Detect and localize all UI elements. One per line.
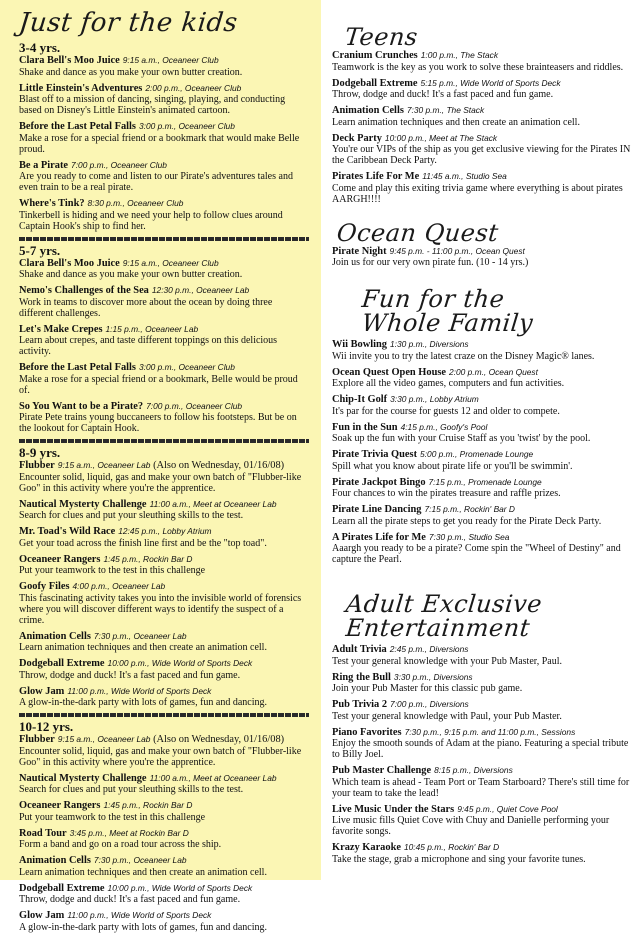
event-description: Which team is ahead - Team Port or Team Starboard? There's still time for your team to take the lead! — [332, 776, 630, 799]
event-description: Throw, dodge and duck! It's a fast paced and fun game. — [19, 669, 241, 681]
event-name: Piano Favorites — [332, 726, 402, 738]
other-activities-column — [321, 0, 640, 880]
event-time-location: 1:45 p.m., Rockin Bar D — [103, 553, 193, 564]
event-header — [332, 394, 632, 406]
event-name: Pirate Trivia Quest — [332, 449, 418, 460]
family-section-title-line-1: Fun for the — [360, 285, 506, 313]
event-time-location: 11:00 a.m., Meet at Oceaneer Lab — [149, 498, 277, 509]
event-name: A Pirates Life for Me — [332, 531, 426, 543]
event-time-location: 3:00 p.m., Oceaneer Club — [138, 121, 235, 131]
event-description: Blast off to a mission of dancing, singing, playing, and conducting based on Disney's Little Einstein's animated cartoon. — [19, 94, 286, 116]
event-description: Learn animation techniques and then create an animation cell. — [332, 116, 580, 128]
section-divider — [19, 237, 309, 241]
event-description: Wii invite you to try the latest craze on the Disney Magic® lanes. — [332, 350, 595, 362]
event-item — [332, 504, 632, 527]
family-section-title-line-2: Whole Family — [360, 309, 535, 337]
event-name: Pub Trivia 2 — [332, 699, 388, 710]
event-time-location: 7:30 p.m., Oceaneer Lab — [93, 630, 187, 641]
event-description: Tinkerbell is hiding and we need your help to follow clues around Captain Hook's ship to find her. — [19, 209, 283, 232]
event-time-location: 9:15 a.m., Oceaneer Lab — [57, 734, 151, 744]
event-header — [19, 83, 309, 95]
event-description: Aaargh you ready to be a pirate? Come spin the "Wheel of Destiny" and capture the Pearl. — [332, 543, 621, 565]
event-name: Deck Party — [332, 132, 382, 144]
event-description: Learn all the pirate steps to get you ready for the Pirate Deck Party. — [332, 515, 602, 527]
event-header — [332, 842, 632, 854]
event-list-8-9 — [19, 460, 309, 708]
age-heading-10-12: 10-12 yrs. — [19, 719, 74, 734]
event-header — [19, 910, 309, 922]
event-name: Nemo's Challenges of the Sea — [19, 285, 149, 296]
event-name: Ocean Quest Open House — [332, 366, 447, 378]
event-description: Encounter solid, liquid, gas and make your own batch of "Flubber-like Goo" in this activity where you're the apprentice. — [19, 745, 302, 768]
event-name: Fun in the Sun — [332, 421, 398, 433]
event-description: Join your Pub Master for this classic pub game. — [332, 683, 523, 694]
event-description: Shake and dance as you make your own butter creation. — [19, 269, 243, 280]
event-extra-note: (Also on Wednesday, 01/16/08) — [153, 460, 285, 471]
section-divider — [19, 713, 309, 717]
event-header — [332, 449, 632, 461]
event-name: Nautical Mysterty Challenge — [19, 772, 147, 784]
event-description: Make a rose for a special friend or a bookmark, Belle would be proud of. — [19, 373, 298, 396]
event-header — [332, 672, 632, 684]
event-header — [19, 55, 309, 67]
event-header — [19, 658, 309, 670]
event-time-location: 9:15 a.m., Oceaneer Lab — [57, 460, 151, 470]
event-header — [332, 765, 632, 777]
event-item — [19, 800, 309, 823]
event-description: You're our VIPs of the ship as you get exclusive viewing for the Pirates IN the Caribbean Deck Party. — [332, 144, 631, 166]
event-time-location: 11:45 a.m., Studio Sea — [422, 171, 507, 181]
event-description: This fascinating activity takes you into the invisible world of forensics where you will discover different ways to identify the suspect of a crime. — [19, 592, 302, 626]
event-time-location: 2:45 p.m., Diversions — [389, 644, 469, 654]
event-description: Put your teamwork to the test in this challenge — [19, 565, 206, 576]
event-time-location: 3:30 p.m., Lobby Atrium — [390, 394, 479, 404]
event-name: Flubber — [19, 460, 55, 471]
event-item — [19, 324, 309, 358]
event-description: Join us for our very own pirate fun. (10 - 14 yrs.) — [332, 257, 529, 268]
event-description: Form a band and go on a road tour across the ship. — [19, 839, 222, 850]
event-header — [19, 773, 309, 785]
event-description: Spill what you know about pirate life or you'll be swimmin'. — [332, 460, 573, 472]
event-item — [332, 842, 632, 865]
event-description: Enjoy the smooth sounds of Adam at the piano. Featuring a special tribute to Billy Joel. — [332, 738, 629, 760]
event-description: Teamwork is the key as you work to solve these brainteasers and riddles. — [332, 61, 624, 73]
event-item — [19, 686, 309, 709]
event-header — [19, 285, 309, 297]
event-name: Little Einstein's Adventures — [19, 82, 143, 94]
event-time-location: 7:30 p.m., Oceaneer Lab — [93, 855, 187, 865]
event-item — [19, 83, 309, 117]
event-name: Glow Jam — [19, 910, 65, 921]
event-name: Pirates Life For Me — [332, 171, 420, 182]
event-header — [332, 504, 632, 516]
event-name: Goofy Files — [19, 581, 70, 592]
event-time-location: 9:45 p.m. - 11:00 p.m., Ocean Quest — [389, 245, 525, 256]
event-header — [19, 499, 309, 511]
event-item — [19, 526, 309, 549]
event-item — [19, 401, 309, 435]
adult-section-title-line-2: Entertainment — [344, 614, 532, 642]
event-name: Pub Master Challenge — [332, 765, 432, 776]
event-time-location: 8:30 p.m., Oceaneer Club — [87, 198, 184, 208]
event-name: Clara Bell's Moo Juice — [19, 257, 120, 269]
event-header — [332, 78, 632, 90]
event-header — [332, 50, 632, 62]
event-header — [19, 800, 309, 812]
event-description: Test your general knowledge with Paul, your Pub Master. — [332, 710, 562, 722]
event-list-5-7 — [19, 258, 309, 435]
event-item — [332, 727, 632, 761]
other-activities-content — [332, 24, 632, 870]
event-header — [19, 686, 309, 698]
event-item — [332, 699, 632, 722]
event-name: Cranium Crunches — [332, 50, 418, 61]
event-time-location: 9:15 a.m., Oceaneer Club — [122, 257, 219, 268]
age-heading-5-7: 5-7 yrs. — [19, 242, 61, 258]
event-header — [332, 477, 632, 489]
event-name: Before the Last Petal Falls — [19, 362, 136, 373]
event-description: Throw, dodge and duck! It's a fast paced and fun game. — [332, 89, 554, 100]
event-name: Nautical Mysterty Challenge — [19, 498, 147, 510]
event-name: Animation Cells — [332, 105, 404, 116]
event-list-3-4 — [19, 55, 309, 232]
event-name: Adult Trivia — [332, 644, 387, 655]
event-item — [332, 78, 632, 101]
event-header — [19, 631, 309, 643]
event-item — [19, 581, 309, 626]
event-header — [19, 198, 309, 210]
family-event-list — [332, 339, 632, 565]
event-time-location: 5:00 p.m., Promenade Lounge — [420, 449, 534, 459]
event-name: Animation Cells — [19, 630, 91, 642]
event-name: Animation Cells — [19, 855, 91, 866]
teens-event-list — [332, 50, 632, 205]
age-heading-3-4: 3-4 yrs. — [19, 40, 61, 55]
event-time-location: 12:30 p.m., Oceaneer Lab — [151, 285, 250, 295]
event-time-location: 2:00 p.m., Ocean Quest — [449, 366, 538, 377]
event-description: It's par for the course for guests 12 and older to compete. — [332, 405, 560, 417]
event-description: Explore all the video games, computers and fun activities. — [332, 378, 565, 389]
event-item — [19, 258, 309, 281]
event-description: Throw, dodge and duck! It's a fast paced and fun game. — [19, 894, 241, 905]
event-name: Dodgeball Extreme — [19, 658, 105, 669]
event-time-location: 9:45 p.m., Quiet Cove Pool — [457, 803, 558, 814]
event-time-location: 7:00 p.m., Diversions — [390, 699, 469, 709]
event-item — [19, 362, 309, 396]
kids-column — [0, 0, 321, 933]
event-header — [332, 339, 632, 351]
event-description: Soak up the fun with your Cruise Staff as you 'twist' by the pool. — [332, 433, 591, 444]
event-name: Pirate Line Dancing — [332, 504, 422, 515]
event-time-location: 1:30 p.m., Diversions — [389, 339, 469, 349]
event-header — [19, 526, 309, 538]
event-time-location: 1:00 p.m., The Stack — [420, 50, 499, 60]
event-header — [19, 258, 309, 270]
event-time-location: 11:00 a.m., Meet at Oceaneer Lab — [149, 772, 277, 783]
event-description: Shake and dance as you make your own butter creation. — [19, 66, 243, 78]
event-time-location: 7:00 p.m., Oceaneer Club — [146, 400, 243, 411]
event-item — [332, 765, 632, 799]
event-description: Search for clues and put your sleuthing skills to the test. — [19, 784, 244, 795]
event-description: Learn animation techniques and then create an animation cell. — [19, 642, 267, 653]
event-time-location: 10:45 p.m., Rockin' Bar D — [403, 842, 500, 852]
event-time-location: 7:30 p.m., The Stack — [406, 105, 485, 115]
event-header — [332, 105, 632, 117]
ocean-quest-section-title: Ocean Quest — [335, 218, 500, 247]
event-description: Are you ready to come and listen to our Pirate's adventures tales and even train to be a real pirate. — [19, 171, 293, 193]
event-item — [332, 804, 632, 838]
event-header — [19, 401, 309, 413]
event-item — [332, 50, 632, 73]
event-header — [332, 367, 632, 379]
event-time-location: 3:30 p.m., Diversions — [393, 671, 473, 682]
event-item — [332, 171, 632, 205]
event-name: Where's Tink? — [19, 198, 85, 209]
section-divider — [19, 439, 309, 443]
event-description: Learn animation techniques and then create an animation cell. — [19, 866, 267, 878]
event-item — [19, 658, 309, 681]
event-time-location: 10:00 p.m., Wide World of Sports Deck — [107, 658, 253, 668]
event-name: Live Music Under the Stars — [332, 803, 455, 815]
event-list-10-12 — [19, 734, 309, 933]
event-time-location: 10:00 p.m., Meet at The Stack — [384, 132, 498, 143]
event-header — [19, 554, 309, 566]
event-header — [332, 422, 632, 434]
event-name: Road Tour — [19, 827, 67, 839]
event-header — [332, 171, 632, 183]
event-header — [19, 734, 309, 746]
event-item — [19, 883, 309, 906]
event-header — [19, 362, 309, 374]
event-header — [332, 246, 632, 258]
ocean-quest-event-list — [332, 246, 632, 269]
event-header — [19, 855, 309, 867]
event-header — [19, 324, 309, 336]
event-time-location: 3:45 p.m., Meet at Rockin Bar D — [69, 827, 189, 838]
event-name: Oceaneer Rangers — [19, 800, 101, 811]
event-item — [332, 246, 632, 269]
event-item — [19, 460, 309, 494]
event-time-location: 1:15 p.m., Oceaneer Lab — [105, 323, 199, 334]
event-item — [332, 367, 632, 390]
event-time-location: 1:45 p.m., Rockin Bar D — [103, 800, 193, 810]
event-name: Krazy Karaoke — [332, 842, 401, 853]
event-description: Search for clues and put your sleuthing skills to the test. — [19, 510, 244, 521]
event-item — [332, 449, 632, 472]
event-name: Pirate Jackpot Bingo — [332, 476, 426, 488]
event-item — [332, 394, 632, 417]
event-name: Flubber — [19, 734, 55, 745]
event-time-location: 11:00 p.m., Wide World of Sports Deck — [67, 910, 212, 920]
event-header — [19, 160, 309, 172]
event-header — [19, 883, 309, 895]
event-item — [332, 105, 632, 128]
event-time-location: 7:15 p.m., Rockin' Bar D — [424, 504, 515, 514]
event-description: Take the stage, grab a microphone and sing your favorite tunes. — [332, 853, 586, 865]
event-time-location: 8:15 p.m., Diversions — [434, 765, 513, 775]
event-header — [19, 460, 309, 472]
kids-column-content — [19, 8, 309, 938]
event-name: Wii Bowling — [332, 339, 387, 350]
event-item — [332, 133, 632, 167]
event-name: Be a Pirate — [19, 159, 69, 171]
event-item — [19, 55, 309, 78]
event-item — [19, 855, 309, 878]
event-item — [332, 339, 632, 362]
event-item — [19, 734, 309, 768]
event-item — [19, 160, 309, 194]
event-description: Get your toad across the finish line first and be the "top toad". — [19, 537, 267, 549]
event-header — [332, 532, 632, 544]
teens-section-title: Teens — [343, 23, 420, 51]
event-time-location: 7:00 p.m., Oceaneer Club — [71, 159, 167, 170]
event-item — [19, 554, 309, 577]
event-description: Four chances to win the pirates treasure and raffle prizes. — [332, 488, 561, 499]
event-time-location: 11:00 p.m., Wide World of Sports Deck — [67, 685, 212, 696]
event-description: Put your teamwork to the test in this challenge — [19, 811, 206, 823]
event-name: Let's Make Crepes — [19, 323, 103, 335]
event-item — [19, 499, 309, 522]
event-description: Work in teams to discover more about the ocean by doing three different challenges. — [19, 296, 273, 319]
event-time-location: 7:15 p.m., Promenade Lounge — [428, 476, 542, 487]
event-time-location: 4:15 p.m., Goofy's Pool — [400, 421, 488, 432]
event-time-location: 2:00 p.m., Oceaneer Club — [145, 82, 242, 93]
event-name: Oceaneer Rangers — [19, 553, 101, 565]
event-item — [19, 773, 309, 796]
event-header — [19, 828, 309, 840]
event-item — [332, 477, 632, 500]
kids-section-title: Just for the kids — [17, 8, 240, 38]
event-item — [332, 422, 632, 445]
event-item — [19, 631, 309, 654]
age-heading-8-9: 8-9 yrs. — [19, 445, 61, 460]
adult-section-title-line-1: Adult Exclusive — [344, 590, 544, 618]
event-extra-note: (Also on Wednesday, 01/16/08) — [153, 734, 285, 745]
event-header — [332, 727, 632, 739]
event-name: So You Want to be a Pirate? — [19, 400, 144, 412]
event-item — [332, 672, 632, 695]
event-name: Mr. Toad's Wild Race — [19, 526, 116, 537]
event-time-location: 7:30 p.m., 9:15 p.m. and 11:00 p.m., Sessions — [404, 726, 576, 737]
event-item — [19, 828, 309, 851]
event-description: A glow-in-the-dark party with lots of games, fun and dancing. — [19, 697, 267, 708]
event-description: Come and play this exiting trivia game where everything is about pirates AARGH!!!! — [332, 182, 623, 205]
event-item — [19, 285, 309, 319]
event-description: Encounter solid, liquid, gas and make your own batch of "Flubber-like Goo" in this activity where you're the apprentice. — [19, 471, 302, 494]
event-time-location: 9:15 a.m., Oceaneer Club — [122, 55, 219, 65]
event-description: Pirate Pete trains young buccaneers to follow his footsteps. But be on the lookout for Captain Hook. — [19, 412, 297, 434]
event-time-location: 7:30 p.m., Studio Sea — [428, 531, 510, 542]
event-name: Glow Jam — [19, 685, 65, 697]
event-name: Clara Bell's Moo Juice — [19, 55, 120, 66]
event-name: Before the Last Petal Falls — [19, 121, 136, 132]
event-name: Chip-It Golf — [332, 394, 388, 405]
event-description: A glow-in-the-dark party with lots of games, fun and dancing. — [19, 921, 267, 933]
event-description: Make a rose for a special friend or a bookmark that would make Belle proud. — [19, 132, 300, 155]
event-header — [19, 121, 309, 133]
event-time-location: 3:00 p.m., Oceaneer Club — [138, 362, 235, 372]
event-item — [19, 198, 309, 232]
event-header — [332, 133, 632, 145]
event-name: Dodgeball Extreme — [19, 882, 105, 894]
event-time-location: 12:45 p.m., Lobby Atrium — [118, 526, 212, 536]
adult-event-list — [332, 644, 632, 865]
event-header — [332, 804, 632, 816]
event-item — [332, 532, 632, 566]
event-header — [19, 581, 309, 593]
event-item — [332, 644, 632, 667]
event-item — [19, 910, 309, 933]
event-description: Test your general knowledge with your Pub Master, Paul. — [332, 655, 562, 667]
event-name: Dodgeball Extreme — [332, 77, 418, 89]
event-name: Pirate Night — [332, 245, 387, 257]
event-header — [332, 699, 632, 711]
event-description: Learn about crepes, and taste different toppings on this delicious activity. — [19, 335, 278, 357]
event-item — [19, 121, 309, 155]
event-time-location: 4:00 p.m., Oceaneer Lab — [72, 581, 166, 591]
event-time-location: 5:15 p.m., Wide World of Sports Deck — [420, 77, 561, 88]
event-name: Ring the Bull — [332, 671, 391, 683]
event-header — [332, 644, 632, 656]
event-time-location: 10:00 p.m., Wide World of Sports Deck — [107, 882, 253, 893]
event-description: Live music fills Quiet Cove with Chuy and Danielle performing your favorite songs. — [332, 815, 610, 837]
